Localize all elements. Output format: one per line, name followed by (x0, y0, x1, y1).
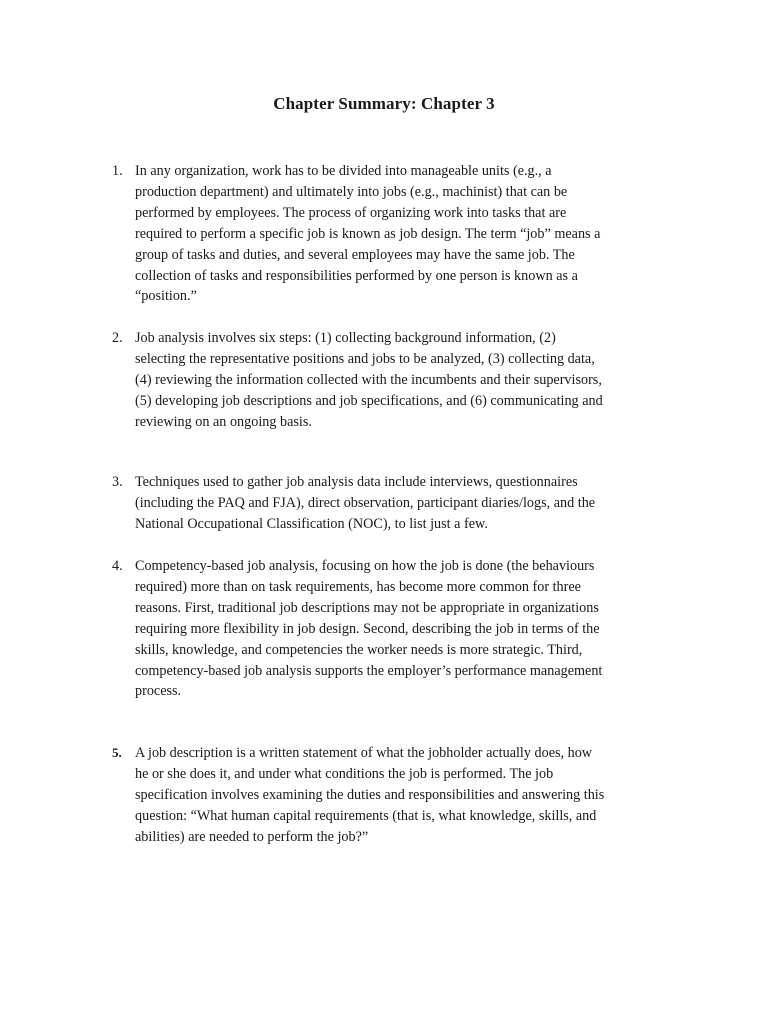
text-line: Job analysis involves six steps: (1) collecting background information, (2) (135, 330, 556, 346)
text-line: production department) and ultimately into jobs (e.g., machinist) that can be (135, 183, 568, 200)
text-line: A job description is a written statement of what the jobholder actually does, how (135, 745, 593, 761)
text-line: he or she does it, and under what conditions the job is performed. The job (135, 765, 554, 782)
text-line: selecting the representative positions and jobs to be analyzed, (3) collecting data, (135, 350, 595, 367)
text-line: skills, knowledge, and competencies the worker needs is more strategic. Third, (135, 641, 583, 658)
text-line: (5) developing job descriptions and job specifications, and (6) communicating and (135, 392, 603, 409)
item-number: 1. (112, 163, 123, 179)
text-line: abilities) are needed to perform the job?” (135, 828, 369, 845)
text-line: specification involves examining the duties and responsibilities and answering this (135, 786, 605, 803)
text-line: competency-based job analysis supports the employer’s performance management (135, 662, 603, 679)
summary-item-5 (112, 743, 687, 848)
text-line: “position.” (135, 288, 197, 305)
summary-item-3 (112, 472, 687, 535)
text-line: group of tasks and duties, and several employees may have the same job. The (135, 246, 575, 263)
text-line: (4) reviewing the information collected with the incumbents and their supervisors, (135, 371, 602, 388)
text-line: Competency-based job analysis, focusing on how the job is done (the behaviours (135, 558, 595, 574)
item-text (135, 743, 687, 848)
text-line: requiring more flexibility in job design. Second, describing the job in terms of the (135, 620, 600, 637)
item-text (135, 556, 687, 702)
text-line: National Occupational Classification (NOC), to list just a few. (135, 515, 488, 532)
item-number: 3. (112, 474, 123, 490)
item-text (135, 328, 687, 433)
page-title: Chapter Summary: Chapter 3 (273, 94, 495, 113)
item-text (135, 472, 687, 535)
item-number: 4. (112, 558, 123, 574)
summary-item-1 (112, 161, 687, 307)
text-line: reviewing on an ongoing basis. (135, 413, 312, 430)
text-line: In any organization, work has to be divided into manageable units (e.g., a (135, 163, 552, 179)
item-text (135, 161, 687, 307)
text-line: required to perform a specific job is known as job design. The term “job” means a (135, 225, 601, 242)
item-number: 2. (112, 330, 123, 346)
text-line: process. (135, 683, 182, 700)
text-line: reasons. First, traditional job descriptions may not be appropriate in organizations (135, 599, 599, 616)
summary-item-2 (112, 328, 687, 433)
text-line: question: “What human capital requirements (that is, what knowledge, skills, and (135, 807, 597, 824)
text-line: Techniques used to gather job analysis data include interviews, questionnaires (135, 474, 578, 490)
text-line: required) more than on task requirements, has become more common for three (135, 578, 581, 595)
text-line: collection of tasks and responsibilities performed by one person is known as a (135, 267, 578, 284)
text-line: performed by employees. The process of organizing work into tasks that are (135, 204, 567, 221)
item-number: 5. (112, 745, 122, 760)
text-line: (including the PAQ and FJA), direct observation, participant diaries/logs, and the (135, 494, 596, 511)
summary-item-4 (112, 556, 687, 702)
